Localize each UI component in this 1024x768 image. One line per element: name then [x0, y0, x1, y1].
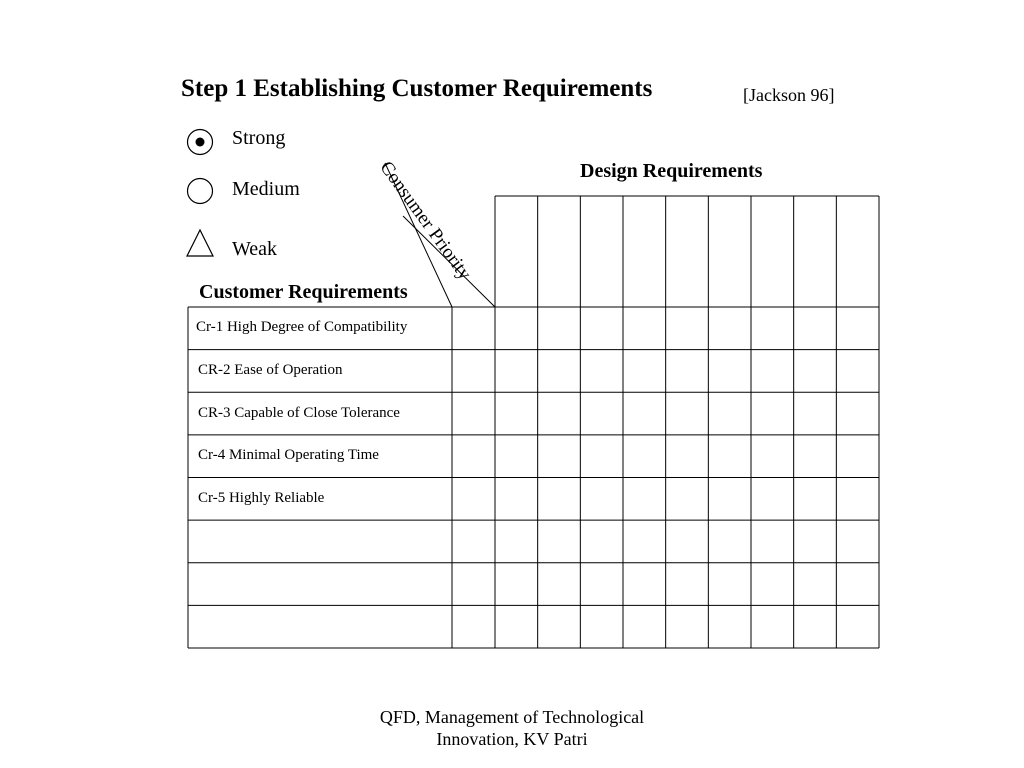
customer-requirement-label: Cr-5 Highly Reliable — [198, 490, 325, 506]
legend-medium-label: Medium — [232, 178, 300, 200]
slide-footer — [312, 706, 712, 750]
legend-strong-label: Strong — [232, 127, 286, 149]
weak-symbol-icon — [187, 230, 213, 256]
customer-requirement-label: CR-3 Capable of Close Tolerance — [198, 404, 400, 421]
consumer-priority-label: Consumer Priority — [375, 157, 476, 284]
customer-requirements-heading: Customer Requirements — [199, 281, 408, 303]
footer-line-1: QFD, Management of Technological — [379, 707, 645, 727]
legend-weak-label: Weak — [232, 238, 278, 260]
medium-symbol-icon — [188, 179, 213, 204]
design-requirements-heading: Design Requirements — [580, 160, 763, 182]
slide-title: Step 1 Establishing Customer Requirements — [181, 75, 653, 102]
citation: [Jackson 96] — [743, 85, 835, 105]
customer-requirement-label: Cr-1 High Degree of Compatibility — [196, 319, 408, 335]
footer-line-2: Innovation, KV Patri — [436, 729, 588, 749]
customer-requirement-label: Cr-4 Minimal Operating Time — [198, 447, 379, 464]
customer-requirement-label: CR-2 Ease of Operation — [198, 361, 343, 378]
strong-symbol-icon — [188, 130, 213, 155]
